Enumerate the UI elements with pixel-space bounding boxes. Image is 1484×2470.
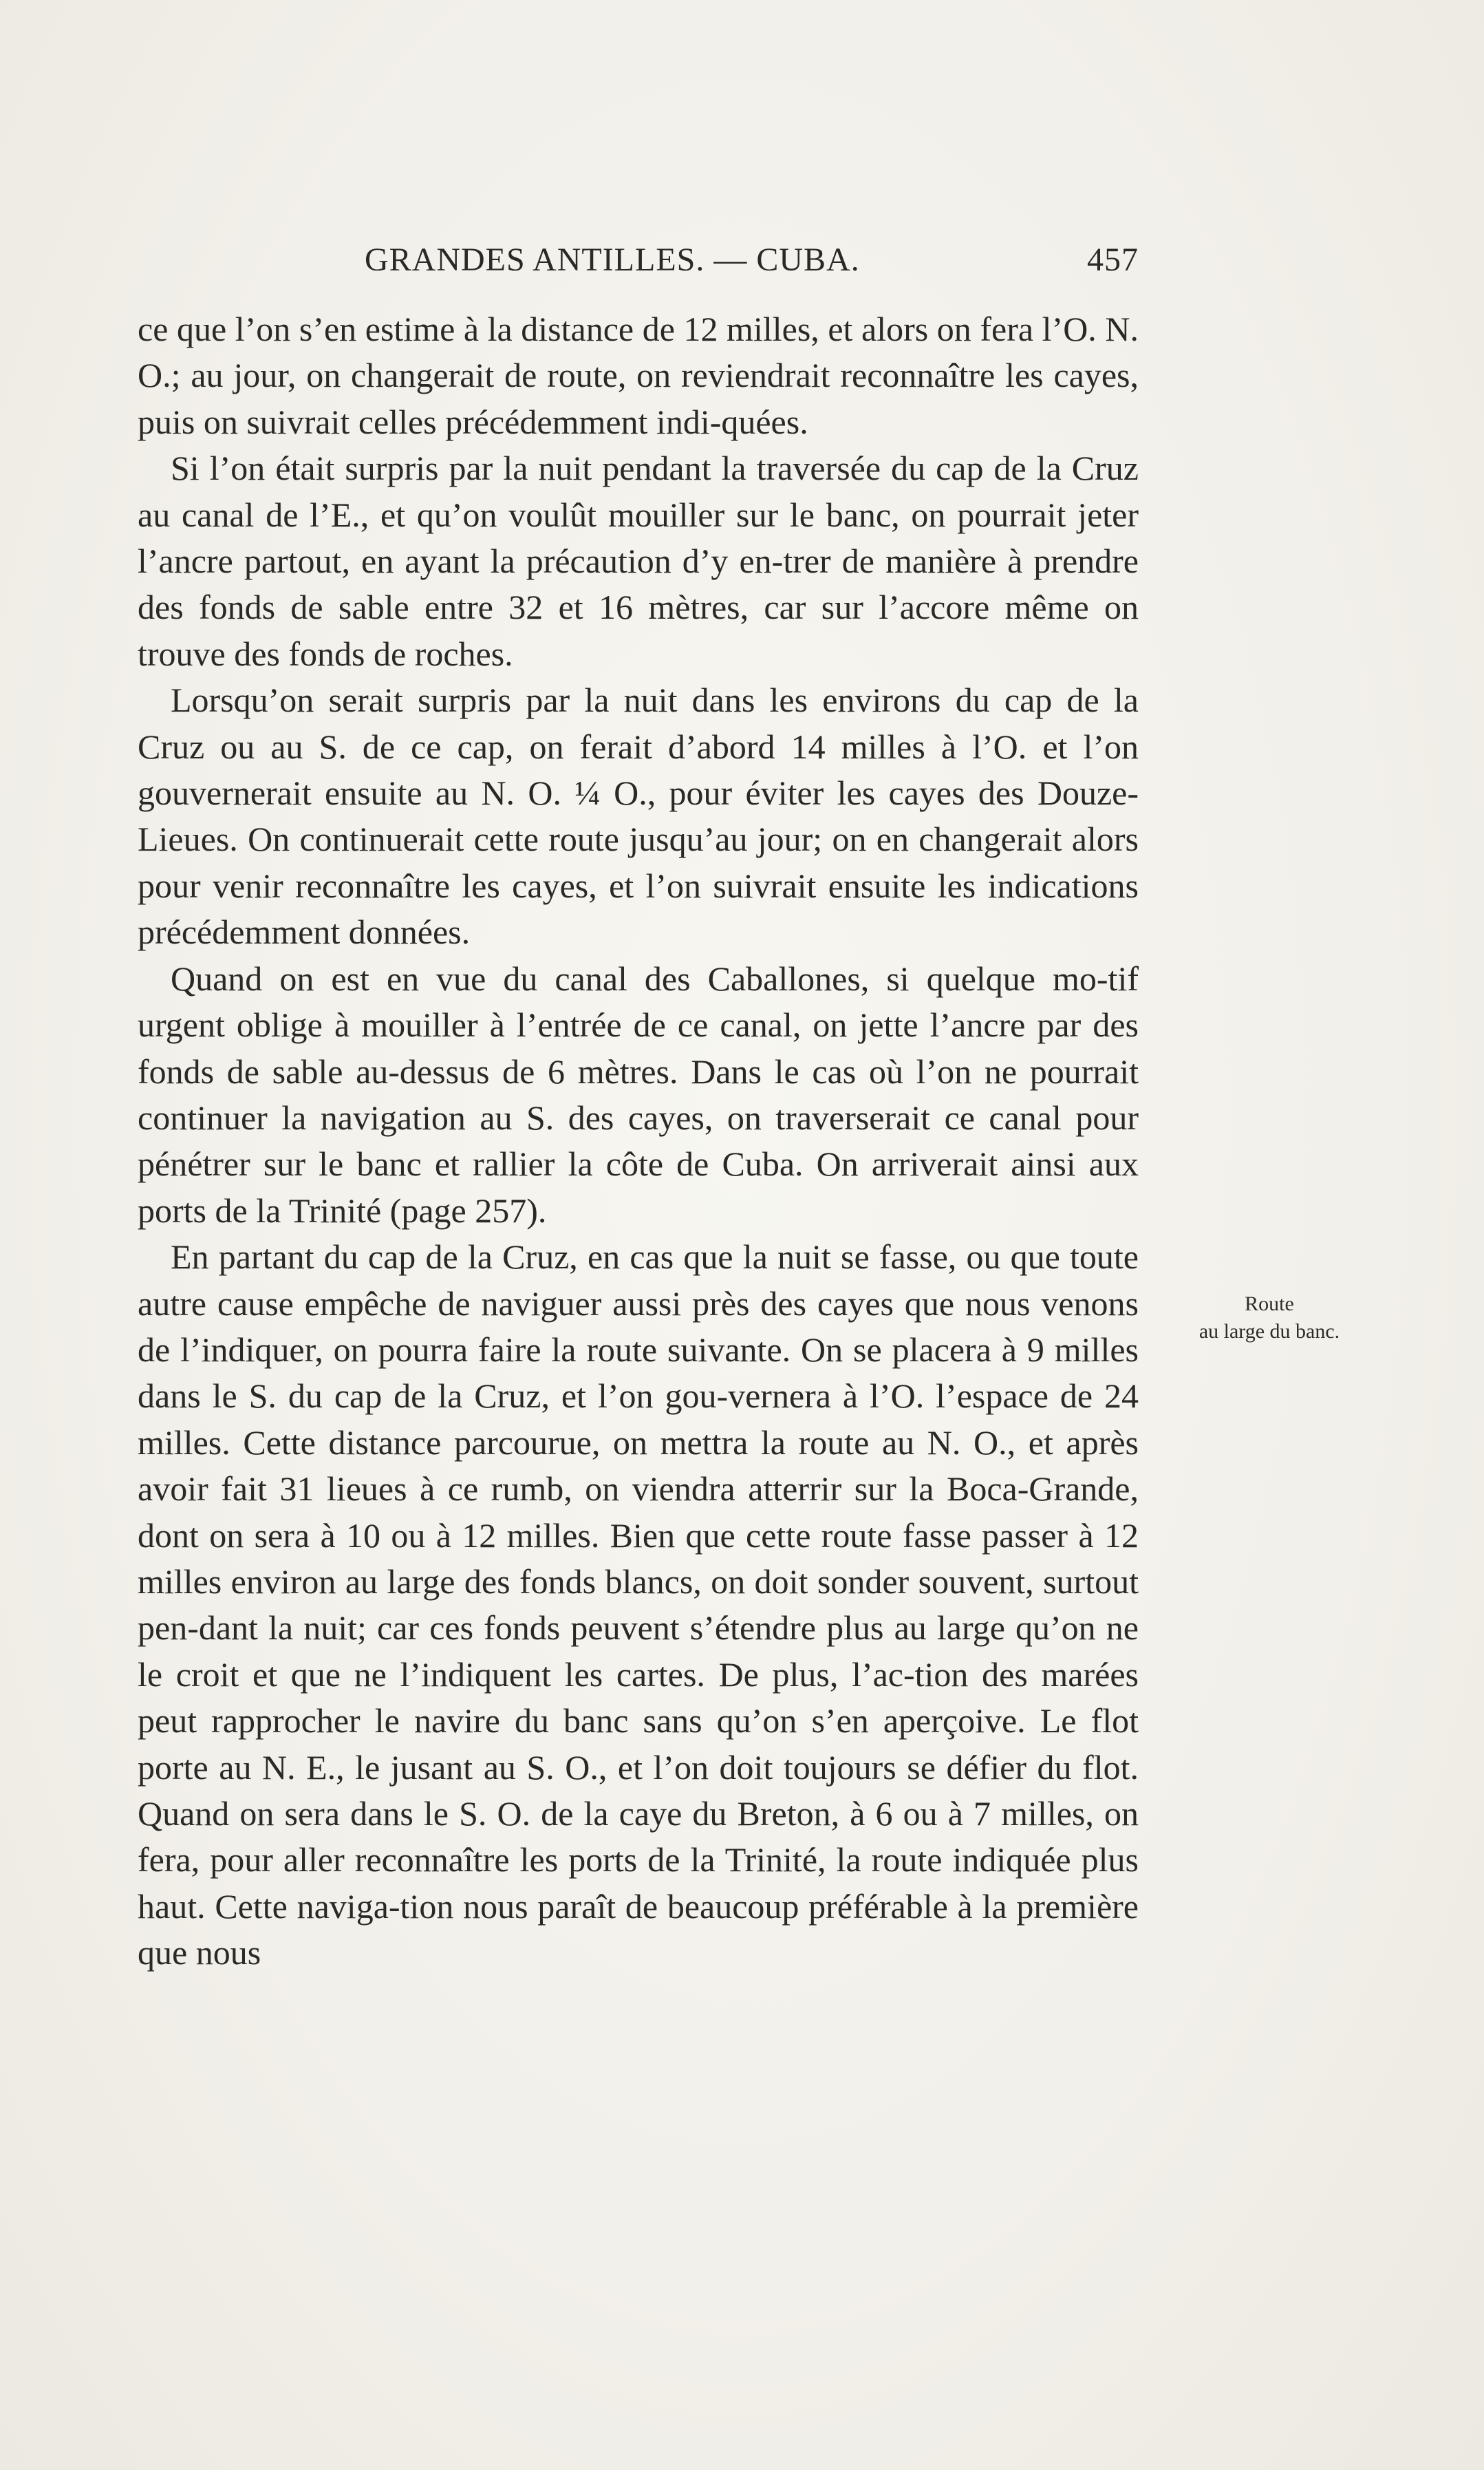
paragraph: ce que l’on s’en estime à la distance de 12 milles, et alors on fera l’O. N. O.; au jour, on changerait de route, on reviendrait reconnaître les cayes, puis on suivrait celles précédemment indi-quées. [138,310,1139,441]
margin-note [1163,1290,1376,1345]
body-text [138,306,1139,1977]
running-header [138,241,1139,289]
paragraph: Quand on est en vue du canal des Caballones, si quelque mo-tif urgent oblige à mouiller à l’entrée de ce canal, on jette l’ancre par des fonds de sable au-dessus de 6 mètres. Dans le cas où l’on ne pourrait continuer la navigation au S. des cayes, on traverserait ce canal pour pénétrer sur le banc et rallier la côte de Cuba. On arriverait ainsi aux ports de la Trinité (page 257). [138,959,1139,1230]
paragraph: En partant du cap de la Cruz, en cas que la nuit se fasse, ou que toute autre cause empêche de naviguer aussi près des cayes que nous venons de l’indiquer, on pourra faire la route suivante. On se placera à 9 milles dans le S. du cap de la Cruz, et l’on gou-vernera à l’O. l’espace de 24 milles. Cette distance parcourue, on mettra la route au N. O., et après avoir fait 31 lieues à ce rumb, on viendra atterrir sur la Boca-Grande, dont on sera à 10 ou à 12 milles. Bien que cette route fasse passer à 12 milles environ au large des fonds blancs, on doit sonder souvent, surtout pen-dant la nuit; car ces fonds peuvent s’étendre plus au large qu’on ne le croit et que ne l’indiquent les cartes. De plus, l’ac-tion des marées peut rapprocher le navire du banc sans qu’on s’en aperçoive. Le flot porte au N. E., le jusant au S. O., et l’on doit toujours se défier du flot. Quand on sera dans le S. O. de la caye du Breton, à 6 ou à 7 milles, on fera, pour aller reconnaître les ports de la Trinité, la route indiquée plus haut. Cette naviga-tion nous paraît de beaucoup préférable à la première que nous [138,1237,1139,1972]
page-number: 457 [1087,242,1139,278]
margin-note-line: au large du banc. [1198,1320,1340,1343]
margin-note-line: Route [1245,1292,1294,1315]
running-title: GRANDES ANTILLES. — CUBA. [365,242,860,278]
paragraph: Lorsqu’on serait surpris par la nuit dans les environs du cap de la Cruz ou au S. de ce cap, on ferait d’abord 14 milles à l’O. et l’on gouvernerait ensuite au N. O. ¼ O., pour éviter les cayes des Douze-Lieues. On continuerait cette route jusqu’au jour; on en changerait alors pour venir reconnaître les cayes, et l’on suivrait ensuite les indications précédemment données. [138,681,1139,952]
paragraph: Si l’on était surpris par la nuit pendant la traversée du cap de la Cruz au canal de l’E., et qu’on voulût mouiller sur le banc, on pourrait jeter l’ancre partout, en ayant la précaution d’y en-trer de manière à prendre des fonds de sable entre 32 et 16 mètres, car sur l’accore même on trouve des fonds de roches. [138,449,1139,673]
